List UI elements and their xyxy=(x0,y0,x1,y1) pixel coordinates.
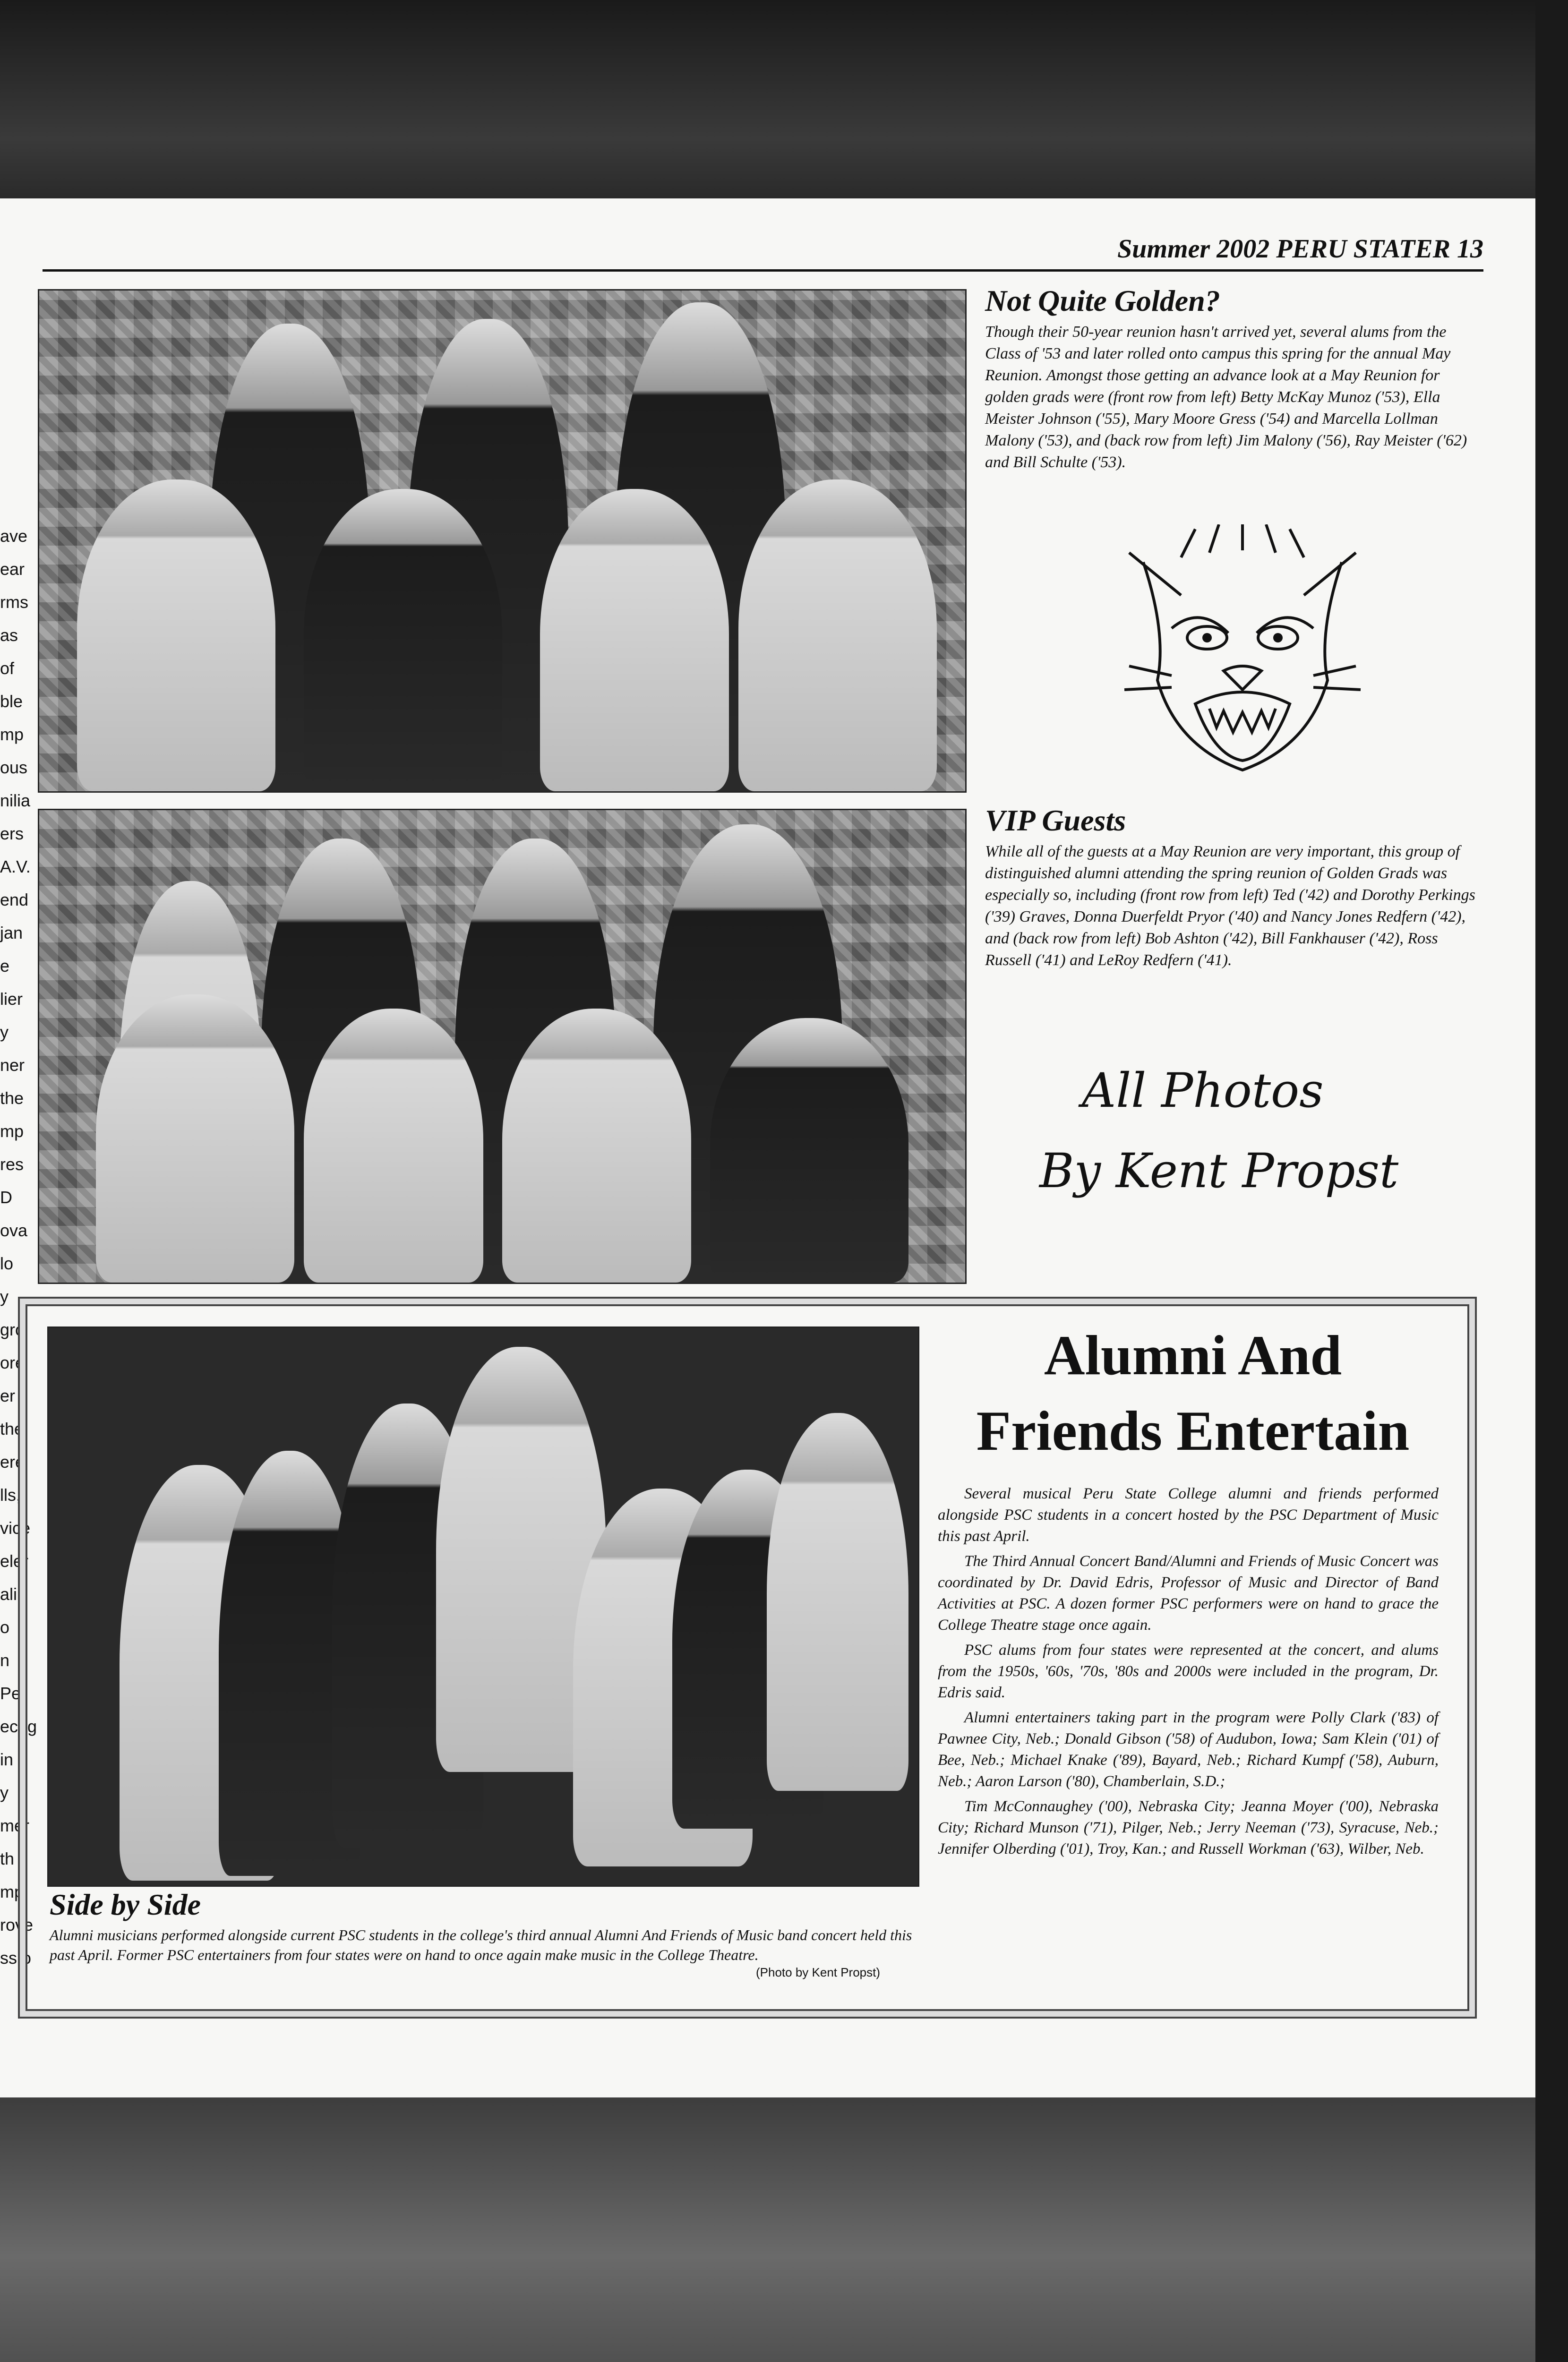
left-margin-text: nilia xyxy=(0,791,31,810)
left-margin-text: ova xyxy=(0,1221,28,1240)
bobcat-mascot-drawing xyxy=(1101,524,1384,775)
article-paragraph: Alumni entertainers taking part in the program were Polly Clark ('83) of Pawnee City, Neb.; Donald Gibson ('58) of Audubon, Iowa; Sam Klein ('01) of Bee, Neb.; Michael Knake ('89), Bayard, Neb.; Richard Kumpf ('58), Auburn, Neb.; Aaron Larson ('80), Chamberlain, S.D.; xyxy=(938,1709,1439,1790)
left-margin-text: y xyxy=(0,1783,9,1802)
left-margin-text: ecog xyxy=(0,1717,37,1736)
left-margin-text: e xyxy=(0,956,10,976)
left-margin-text: vice xyxy=(0,1518,31,1538)
left-margin-text: ous xyxy=(0,758,28,777)
left-margin-text: ble xyxy=(0,692,23,711)
left-margin-text: the xyxy=(0,1088,24,1108)
left-margin-text: as xyxy=(0,625,18,645)
bobcat-icon xyxy=(1101,524,1384,775)
left-margin-text: mer xyxy=(0,1816,29,1835)
person xyxy=(502,1009,691,1283)
left-margin-text: alin xyxy=(0,1584,27,1604)
photo-caption-side-by-side: Alumni musicians performed alongside current PSC students in the college's third annual Alumni And Friends of Music band concert held this past April. Former PSC entertainers from four states were on hand to once again make music in the College Theatre. xyxy=(50,1926,912,1963)
left-margin-text: in xyxy=(0,1750,14,1769)
article-paragraph: PSC alums from four states were represented at the concert, and alums from the 1950s, '60s, '70s, '80s and 2000s were included in the program, Dr. Edris said. xyxy=(938,1642,1439,1701)
left-margin-text: ere xyxy=(0,1452,25,1472)
left-margin-text: y xyxy=(0,1287,9,1306)
person xyxy=(77,479,275,791)
left-margin-text: the xyxy=(0,1419,24,1438)
left-margin-text: er xyxy=(0,1386,16,1405)
person xyxy=(96,994,294,1283)
left-margin-text: ave xyxy=(0,526,28,546)
headline-vip-guests: VIP Guests xyxy=(985,804,1126,837)
person xyxy=(540,489,729,791)
left-margin-text: of xyxy=(0,659,15,678)
article-paragraph: Tim McConnaughey ('00), Nebraska City; Jeanna Moyer ('00), Nebraska City; Richard Munson ('71), Pilger, Neb.; Jerry Neeman ('73), Syracuse, Neb.; Jennifer Olberding ('01), Troy, Kan.; and Russell Workman ('63), Wilber, Neb. xyxy=(938,1798,1439,1857)
article-paragraph: The Third Annual Concert Band/Alumni and Friends of Music Concert was coordinated by Dr. David Edris, Professor of Music and Director of Band Activities at PSC. A dozen former PSC performers were on hand to grace the College Theatre stage once again. xyxy=(938,1553,1439,1634)
photo-credit-script-line2: By Kent Propst xyxy=(1039,1143,1399,1198)
left-margin-text: D xyxy=(0,1188,12,1207)
person xyxy=(710,1018,908,1283)
left-margin-text: lo xyxy=(0,1254,14,1273)
left-margin-text: rove xyxy=(0,1915,34,1934)
left-margin-text: mp xyxy=(0,1882,24,1901)
photo-not-quite-golden xyxy=(38,289,967,793)
left-margin-text: mp xyxy=(0,1121,24,1141)
left-margin-text: lier xyxy=(0,989,23,1009)
left-margin-text: Pe xyxy=(0,1684,21,1703)
running-head: Summer 2002 PERU STATER 13 xyxy=(1117,234,1483,264)
photo-headline-side-by-side: Side by Side xyxy=(50,1888,201,1921)
photo-credit-kent-propst: (Photo by Kent Propst) xyxy=(756,1965,881,1979)
left-margin-text: o xyxy=(0,1617,10,1637)
person xyxy=(304,1009,483,1283)
photo-vip-guests xyxy=(38,809,967,1284)
left-margin-text: ner xyxy=(0,1055,25,1075)
left-margin-text: A.V. xyxy=(0,857,31,876)
caption-not-quite-golden: Though their 50-year reunion hasn't arrived yet, several alums from the Class of '53 and later rolled onto campus this spring for the annual May Reunion. Amongst those getting an advance look at a May Reunion for golden grads were (front row from left) Betty McKay Munoz ('53), Ella Meister Johnson ('55), Mary Moore Gress ('54) and Marcella Lollman Malony ('53), and (back row from left) Jim Malony ('56), Ray Meister ('62) and Bill Schulte ('53). xyxy=(985,323,1467,471)
left-margin-text: ore xyxy=(0,1353,25,1372)
left-margin-text: res xyxy=(0,1155,24,1174)
person xyxy=(738,479,937,791)
left-margin-text: ss o xyxy=(0,1948,32,1968)
left-margin-text: ear xyxy=(0,559,25,579)
left-margin-text: th xyxy=(0,1849,15,1868)
left-margin-text: end xyxy=(0,890,29,909)
article-body xyxy=(938,1483,1439,1864)
top-scan-band xyxy=(0,0,1568,198)
left-margin-text: n xyxy=(0,1651,10,1670)
left-margin-text: gro xyxy=(0,1320,25,1339)
person xyxy=(304,489,502,791)
caption-vip-guests: While all of the guests at a May Reunion are very important, this group of distinguished alumni attending the spring reunion of Golden Grads was especially so, including (front row from left) Ted ('42) and Dorothy Perkings ('39) Graves, Donna Duerfeldt Pryor ('40) and Nancy Jones Redfern ('42), and (back row from left) Bob Ashton ('42), Bill Fankhauser ('42), Ross Russell ('41) and LeRoy Redfern ('41). xyxy=(985,843,1475,969)
left-margin-text: rms xyxy=(0,592,28,612)
photo-credit-script-line1: All Photos xyxy=(1082,1063,1324,1118)
left-margin-text: ers xyxy=(0,824,24,843)
left-margin-text: y xyxy=(0,1022,9,1042)
bottom-scan-band xyxy=(0,2097,1568,2362)
right-edge-shadow xyxy=(1535,0,1568,2362)
article-paragraph: Several musical Peru State College alumni and friends performed alongside PSC students in a concert hosted by the PSC Department of Music this past April. xyxy=(938,1485,1439,1545)
article-headline-line1: Alumni And xyxy=(1044,1324,1342,1386)
left-margin-text: mp xyxy=(0,725,24,744)
headline-not-quite-golden: Not Quite Golden? xyxy=(985,284,1220,317)
musician xyxy=(767,1413,908,1791)
photo-side-by-side xyxy=(47,1326,919,1887)
article-headline-line2: Friends Entertain xyxy=(976,1399,1410,1462)
left-margin-text: eler xyxy=(0,1551,29,1571)
left-margin-text: lls, xyxy=(0,1485,21,1505)
left-margin-text: jan xyxy=(0,923,23,942)
header-rule xyxy=(43,269,1483,272)
